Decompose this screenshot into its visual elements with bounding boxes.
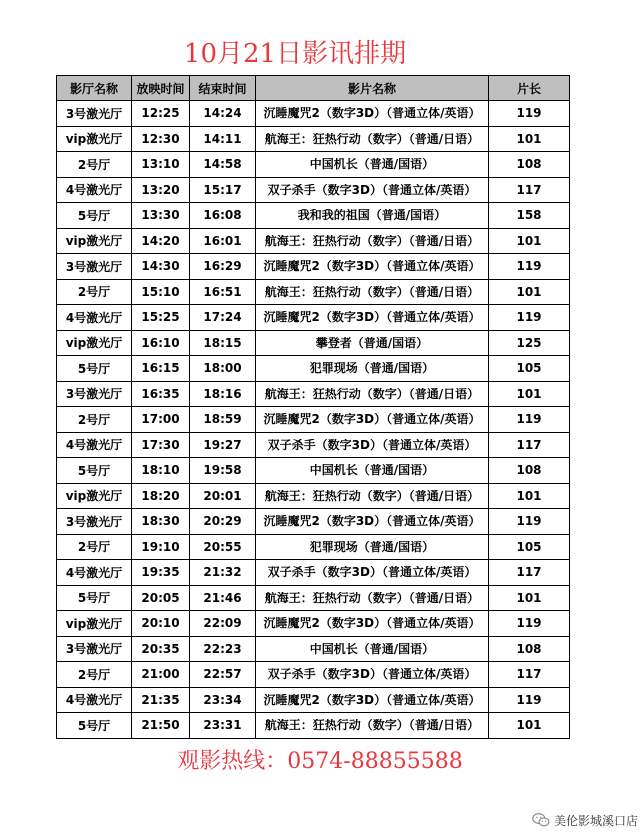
movie-title: 攀登者（普通/国语）	[315, 336, 429, 349]
start-time-cell: 20:35	[132, 636, 190, 662]
duration-cell: 117	[489, 662, 570, 688]
movie-cell	[256, 585, 489, 611]
movie-title: 双子杀手（数字3D）（普通立体/英语）	[267, 566, 477, 579]
hall-cell: 2号厅	[57, 662, 132, 688]
end-time-cell: 14:11	[190, 126, 256, 152]
hall-cell: 3号激光厅	[57, 101, 132, 127]
movie-title: 沉睡魔咒2（数字3D）（普通立体/英语）	[263, 311, 481, 324]
movie-cell	[256, 228, 489, 254]
start-time-cell: 21:35	[132, 687, 190, 713]
movie-cell	[256, 534, 489, 560]
end-time-cell: 16:51	[190, 279, 256, 305]
watermark-text: 美伦影城溪口店	[553, 813, 638, 828]
movie-title: 沉睡魔咒2（数字3D）（普通立体/英语）	[263, 515, 481, 528]
movie-title: 沉睡魔咒2（数字3D）（普通立体/英语）	[263, 260, 481, 273]
table-row	[57, 534, 570, 560]
col-header-start-time: 放映时间	[132, 76, 190, 101]
hall-cell: 5号厅	[57, 713, 132, 739]
hall-cell: vip激光厅	[57, 611, 132, 637]
movie-title: 双子杀手（数字3D）（普通立体/英语）	[267, 438, 477, 451]
start-time-cell: 15:25	[132, 305, 190, 331]
start-time-cell: 16:10	[132, 330, 190, 356]
duration-cell: 158	[489, 203, 570, 229]
hotline-text: 观影热线：0574-88855588	[177, 749, 463, 774]
start-time-cell: 18:30	[132, 509, 190, 535]
hall-cell: 3号激光厅	[57, 636, 132, 662]
schedule-body	[57, 101, 570, 739]
start-time-cell: 12:25	[132, 101, 190, 127]
table-row	[57, 152, 570, 178]
movie-title: 双子杀手（数字3D）（普通立体/英语）	[267, 668, 477, 681]
duration-cell: 119	[489, 305, 570, 331]
movie-cell	[256, 279, 489, 305]
end-time-cell: 22:57	[190, 662, 256, 688]
duration-cell: 119	[489, 611, 570, 637]
end-time-cell: 16:08	[190, 203, 256, 229]
table-row	[57, 356, 570, 382]
hall-cell: vip激光厅	[57, 228, 132, 254]
table-row	[57, 126, 570, 152]
end-time-cell: 15:17	[190, 177, 256, 203]
table-row	[57, 254, 570, 280]
start-time-cell: 14:20	[132, 228, 190, 254]
duration-cell: 101	[489, 381, 570, 407]
movie-title: 沉睡魔咒2（数字3D）（普通立体/英语）	[263, 693, 481, 706]
table-row	[57, 407, 570, 433]
movie-cell	[256, 432, 489, 458]
movie-cell	[256, 152, 489, 178]
duration-cell: 101	[489, 126, 570, 152]
hall-cell: vip激光厅	[57, 330, 132, 356]
hall-cell: 5号厅	[57, 585, 132, 611]
hall-cell: vip激光厅	[57, 126, 132, 152]
duration-cell: 117	[489, 560, 570, 586]
hall-cell: 4号激光厅	[57, 432, 132, 458]
duration-cell: 108	[489, 458, 570, 484]
table-row	[57, 330, 570, 356]
hall-cell: 3号激光厅	[57, 254, 132, 280]
movie-cell	[256, 509, 489, 535]
movie-cell	[256, 713, 489, 739]
start-time-cell: 20:10	[132, 611, 190, 637]
wechat-icon	[532, 812, 550, 828]
movie-cell	[256, 356, 489, 382]
duration-cell: 105	[489, 356, 570, 382]
end-time-cell: 14:24	[190, 101, 256, 127]
hall-cell: 2号厅	[57, 152, 132, 178]
end-time-cell: 20:01	[190, 483, 256, 509]
duration-cell: 119	[489, 509, 570, 535]
duration-cell: 101	[489, 483, 570, 509]
movie-cell	[256, 407, 489, 433]
schedule-table	[56, 75, 570, 739]
end-time-cell: 18:16	[190, 381, 256, 407]
col-header-end-time: 结束时间	[190, 76, 256, 101]
table-row	[57, 560, 570, 586]
duration-cell: 108	[489, 152, 570, 178]
hall-cell: 3号激光厅	[57, 509, 132, 535]
start-time-cell: 13:10	[132, 152, 190, 178]
duration-cell: 117	[489, 432, 570, 458]
movie-title: 航海王：狂热行动（数字）（普通/日语）	[264, 285, 480, 298]
end-time-cell: 23:31	[190, 713, 256, 739]
hall-cell: 4号激光厅	[57, 687, 132, 713]
end-time-cell: 17:24	[190, 305, 256, 331]
start-time-cell: 16:15	[132, 356, 190, 382]
page-title: 10月21日影讯排期	[183, 39, 407, 69]
table-row	[57, 279, 570, 305]
duration-cell: 125	[489, 330, 570, 356]
movie-cell	[256, 177, 489, 203]
hall-cell: 3号激光厅	[57, 381, 132, 407]
movie-cell	[256, 305, 489, 331]
start-time-cell: 21:50	[132, 713, 190, 739]
movie-cell	[256, 483, 489, 509]
table-row	[57, 305, 570, 331]
table-row	[57, 228, 570, 254]
movie-cell	[256, 381, 489, 407]
table-row	[57, 432, 570, 458]
hall-cell: 5号厅	[57, 356, 132, 382]
movie-title: 沉睡魔咒2（数字3D）（普通立体/英语）	[263, 107, 481, 120]
movie-cell	[256, 254, 489, 280]
duration-cell: 105	[489, 534, 570, 560]
duration-cell: 101	[489, 713, 570, 739]
movie-title: 航海王：狂热行动（数字）（普通/日语）	[264, 132, 480, 145]
col-header-duration: 片长	[489, 76, 570, 101]
duration-cell: 101	[489, 585, 570, 611]
movie-title: 中国机长（普通/国语）	[309, 464, 435, 477]
hall-cell: 2号厅	[57, 279, 132, 305]
movie-title: 航海王：狂热行动（数字）（普通/日语）	[264, 489, 480, 502]
start-time-cell: 13:20	[132, 177, 190, 203]
movie-cell	[256, 560, 489, 586]
movie-cell	[256, 101, 489, 127]
movie-title: 航海王：狂热行动（数字）（普通/日语）	[264, 591, 480, 604]
end-time-cell: 18:00	[190, 356, 256, 382]
table-row	[57, 636, 570, 662]
end-time-cell: 14:58	[190, 152, 256, 178]
start-time-cell: 16:35	[132, 381, 190, 407]
end-time-cell: 19:58	[190, 458, 256, 484]
table-row	[57, 662, 570, 688]
table-row	[57, 687, 570, 713]
duration-cell: 101	[489, 228, 570, 254]
end-time-cell: 21:32	[190, 560, 256, 586]
start-time-cell: 19:35	[132, 560, 190, 586]
hall-cell: 2号厅	[57, 534, 132, 560]
start-time-cell: 18:20	[132, 483, 190, 509]
end-time-cell: 19:27	[190, 432, 256, 458]
end-time-cell: 16:29	[190, 254, 256, 280]
movie-cell	[256, 687, 489, 713]
table-row	[57, 585, 570, 611]
movie-title: 中国机长（普通/国语）	[309, 158, 435, 171]
start-time-cell: 18:10	[132, 458, 190, 484]
start-time-cell: 17:00	[132, 407, 190, 433]
start-time-cell: 20:05	[132, 585, 190, 611]
watermark	[532, 809, 638, 831]
duration-cell: 119	[489, 407, 570, 433]
movie-title: 航海王：狂热行动（数字）（普通/日语）	[264, 719, 480, 732]
end-time-cell: 22:09	[190, 611, 256, 637]
end-time-cell: 18:59	[190, 407, 256, 433]
end-time-cell: 20:29	[190, 509, 256, 535]
end-time-cell: 18:15	[190, 330, 256, 356]
table-row	[57, 203, 570, 229]
duration-cell: 119	[489, 687, 570, 713]
table-row	[57, 177, 570, 203]
col-header-hall: 影厅名称	[57, 76, 132, 101]
hall-cell: 2号厅	[57, 407, 132, 433]
hall-cell: 4号激光厅	[57, 560, 132, 586]
start-time-cell: 13:30	[132, 203, 190, 229]
table-row	[57, 458, 570, 484]
movie-cell	[256, 203, 489, 229]
start-time-cell: 19:10	[132, 534, 190, 560]
movie-title: 中国机长（普通/国语）	[309, 642, 435, 655]
end-time-cell: 22:23	[190, 636, 256, 662]
table-row	[57, 483, 570, 509]
movie-title: 航海王：狂热行动（数字）（普通/日语）	[264, 234, 480, 247]
movie-title: 双子杀手（数字3D）（普通立体/英语）	[267, 183, 477, 196]
movie-cell	[256, 458, 489, 484]
end-time-cell: 21:46	[190, 585, 256, 611]
movie-cell	[256, 636, 489, 662]
hall-cell: 4号激光厅	[57, 305, 132, 331]
table-row	[57, 611, 570, 637]
start-time-cell: 21:00	[132, 662, 190, 688]
hall-cell: 4号激光厅	[57, 177, 132, 203]
duration-cell: 101	[489, 279, 570, 305]
end-time-cell: 23:34	[190, 687, 256, 713]
movie-cell	[256, 330, 489, 356]
start-time-cell: 14:30	[132, 254, 190, 280]
duration-cell: 117	[489, 177, 570, 203]
start-time-cell: 17:30	[132, 432, 190, 458]
movie-cell	[256, 611, 489, 637]
start-time-cell: 15:10	[132, 279, 190, 305]
hall-cell: 5号厅	[57, 203, 132, 229]
table-row	[57, 101, 570, 127]
movie-title: 犯罪现场（普通/国语）	[309, 540, 435, 553]
movie-title: 犯罪现场（普通/国语）	[309, 362, 435, 375]
end-time-cell: 16:01	[190, 228, 256, 254]
col-header-movie: 影片名称	[256, 76, 489, 101]
duration-cell: 119	[489, 254, 570, 280]
movie-title: 沉睡魔咒2（数字3D）（普通立体/英语）	[263, 617, 481, 630]
end-time-cell: 20:55	[190, 534, 256, 560]
table-row	[57, 713, 570, 739]
movie-cell	[256, 126, 489, 152]
table-row	[57, 381, 570, 407]
movie-title: 我和我的祖国（普通/国语）	[297, 209, 447, 222]
hall-cell: vip激光厅	[57, 483, 132, 509]
movie-cell	[256, 662, 489, 688]
table-header-row	[57, 76, 570, 101]
start-time-cell: 12:30	[132, 126, 190, 152]
table-row	[57, 509, 570, 535]
hall-cell: 5号厅	[57, 458, 132, 484]
movie-title: 航海王：狂热行动（数字）（普通/日语）	[264, 387, 480, 400]
movie-title: 沉睡魔咒2（数字3D）（普通立体/英语）	[263, 413, 481, 426]
duration-cell: 119	[489, 101, 570, 127]
duration-cell: 108	[489, 636, 570, 662]
